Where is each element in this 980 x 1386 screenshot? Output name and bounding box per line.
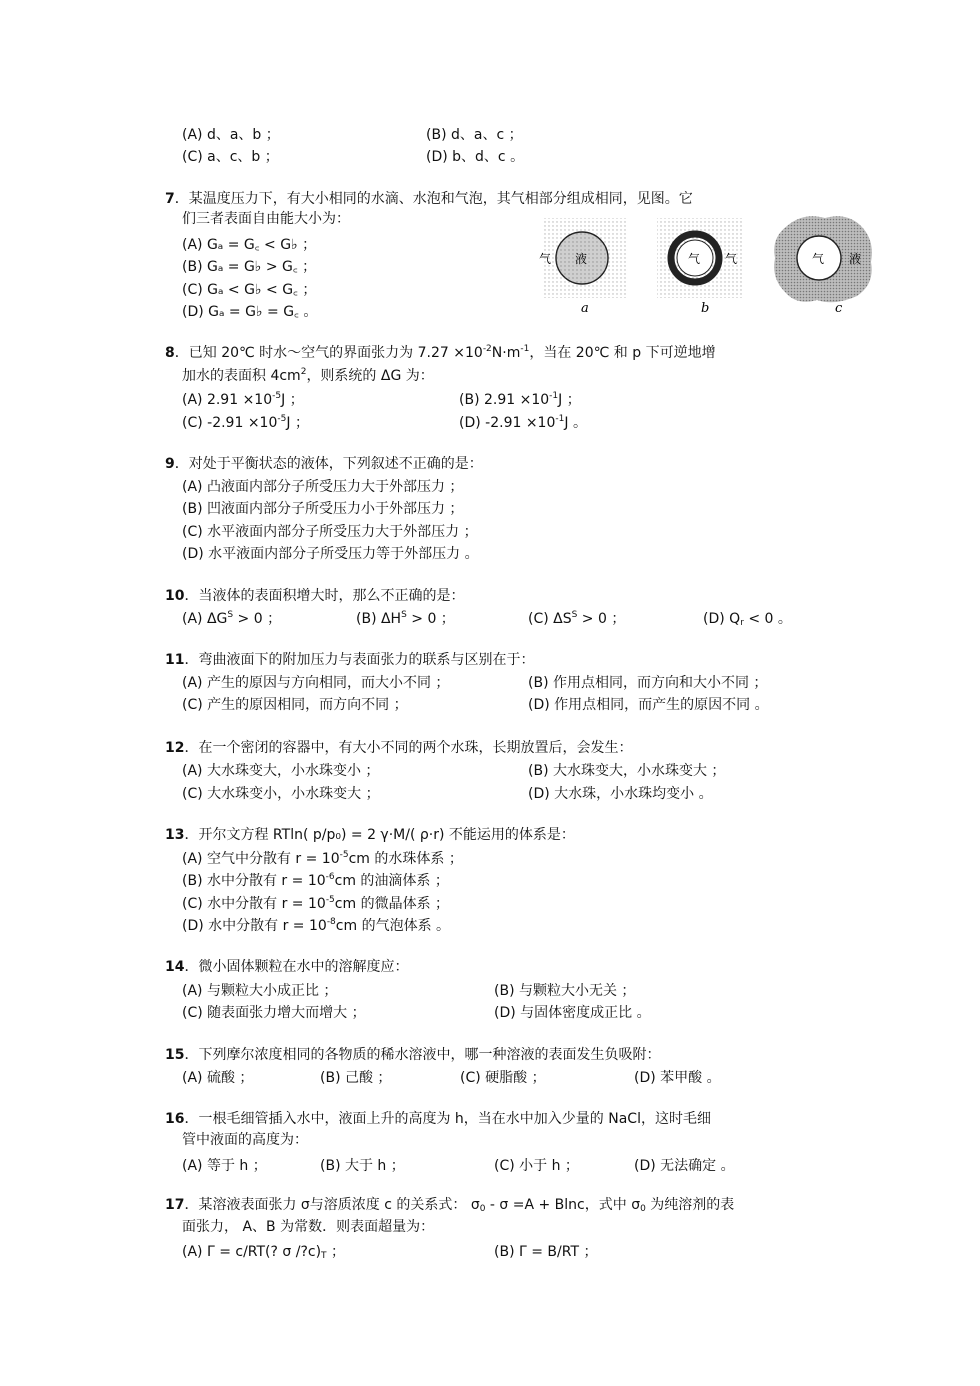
q13-optA-sup: -5 [339,850,349,860]
q13-optB-a: (B) 水中分散有 r = 10 [182,873,326,889]
q16-option-c: (C) 小于 h ； [494,1158,579,1174]
q12-stem-text: ．在一个密闭的容器中，有大小不同的两个水珠，长期放置后，会发生： [184,740,633,756]
q17-stem-a: ．某溶液表面张力 σ与溶质浓度 c 的关系式： σ [184,1197,480,1213]
q10-option-c [528,610,625,628]
q8-optC-b: J ； [286,415,309,431]
q13-number: 13 [165,827,185,843]
q11-option-d: (D) 作用点相同，而产生的原因不同 。 [528,697,769,713]
q11-option-b: (B) 作用点相同，而方向和大小不同 ； [528,675,768,691]
q14-option-a: (A) 与颗粒大小成正比 ； [182,983,338,999]
figure-b-gas-outside-label: 气 [725,252,738,266]
q10-optD-sub: r [740,618,744,628]
q8-optA-a: (A) 2.91 ×10 [182,392,273,408]
q8-stem-b: N·m [491,345,521,361]
q8-optB-b: J ； [558,392,581,408]
q10-optC-sup: S [571,610,578,620]
figure-a-caption: a [581,301,589,316]
figure-c-caption: c [835,301,843,316]
q16-option-d: (D) 无法确定 。 [634,1158,735,1174]
q13-option-b [182,872,449,890]
q11-stem-text: ．弯曲液面下的附加压力与表面张力的联系与区别在于： [184,652,535,668]
q13-optC-a: (C) 水中分散有 r = 10 [182,896,326,912]
q6-option-c: (C) a、c、b ； [182,149,279,165]
q10-stem [165,587,464,605]
q16-stem-line-1 [165,1110,711,1128]
figure-b-gas-inside-label: 气 [688,252,701,266]
q7-option-b: (B) Gₐ = G♭ > G꜀ ； [182,259,317,275]
q13-optB-b: cm 的油滴体系 ； [334,873,449,889]
q13-optD-a: (D) 水中分散有 r = 10 [182,918,327,934]
q7-option-a: (A) Gₐ = G꜀ < G♭ ； [182,237,317,253]
q13-optD-sup: -8 [326,917,336,927]
q13-optD-b: cm 的气泡体系 。 [335,918,451,934]
q7-stem-line-1 [165,190,693,208]
q8-stem-sup-2: -1 [520,344,530,354]
q8-stem-sup-1: -2 [482,344,492,354]
q8-stem-a: ．已知 20℃ 时水～空气的界面张力为 7.27 ×10 [174,345,483,361]
q10-optD-b: < 0 。 [743,611,792,627]
q15-stem-text: ．下列摩尔浓度相同的各物质的稀水溶液中，哪一种溶液的表面发生负吸附： [184,1047,661,1063]
q8-stem-line-2 [182,367,434,385]
q13-optC-b: cm 的微晶体系 ； [334,896,450,912]
figure-panel-b [657,218,743,316]
q16-stem-text-1: ．一根毛细管插入水中，液面上升的高度为 h，当在水中加入少量的 NaCl，这时毛细 [184,1111,711,1127]
q8-optC-sup: -5 [277,414,287,424]
q14-option-b: (B) 与颗粒大小无关 ； [494,983,636,999]
q12-option-c: (C) 大水珠变小，小水珠变大 ； [182,786,380,802]
q15-option-d: (D) 苯甲酸 。 [634,1070,721,1086]
figure-a-gas-label: 气 [539,252,552,266]
q11-option-c: (C) 产生的原因相同，而方向不同 ； [182,697,408,713]
q14-stem-text: ．微小固体颗粒在水中的溶解度应： [184,959,409,975]
q7-stem-text-1: ．某温度压力下，有大小相同的水滴、水泡和气泡，其气相部分组成相同，见图。它 [174,191,693,207]
figure-panel-c [774,216,872,316]
q10-number: 10 [165,588,185,604]
q8-optD-a: (D) -2.91 ×10 [459,415,556,431]
q7-option-c: (C) Gₐ < G♭ < G꜀ ； [182,282,317,298]
q15-option-c: (C) 硬脂酸 ； [460,1070,546,1086]
q8-option-c [182,414,309,432]
q12-number: 12 [165,740,185,756]
q7-option-d: (D) Gₐ = G♭ = G꜀ 。 [182,304,318,320]
q17-optA-sub: T [321,1251,327,1261]
q9-option-b: (B) 凹液面内部分子所受压力小于外部压力 ； [182,501,464,517]
q15-option-a: (A) 硫酸 ； [182,1070,254,1086]
q17-stem-sub-2: 0 [640,1204,646,1214]
q13-optA-b: cm 的水珠体系 ； [348,851,463,867]
q14-option-c: (C) 随表面张力增大而增大 ； [182,1005,366,1021]
q9-number: 9 [165,456,175,472]
figure-b-caption: b [701,301,710,316]
figure-c-liquid-label: 液 [849,252,862,266]
q13-option-d [182,917,450,935]
q8-optA-sup: -5 [272,391,282,401]
q8-stem2-b: ，则系统的 ΔG 为： [306,368,434,384]
q9-option-d: (D) 水平液面内部分子所受压力等于外部压力 。 [182,546,479,562]
q16-number: 16 [165,1111,185,1127]
q17-optA-a: (A) Γ = c/RT(? σ /?c) [182,1244,322,1260]
q10-optA-b: > 0 ； [233,611,282,627]
q14-number: 14 [165,959,185,975]
q13-stem [165,826,575,844]
q8-stem-line-1 [165,344,716,362]
q10-optB-sup: S [401,610,407,620]
q13-optB-sup: -6 [325,872,335,882]
q17-stem-line-1 [165,1196,734,1214]
q6-option-b: (B) d、a、c ； [426,127,523,143]
q7-stem-line-2: 们三者表面自由能大小为： [182,211,350,227]
q12-stem [165,739,632,757]
q16-option-a: (A) 等于 h ； [182,1158,267,1174]
figure-c-gas-label: 气 [812,252,825,266]
q10-option-b [356,610,455,628]
q9-option-c: (C) 水平液面内部分子所受压力大于外部压力 ； [182,524,478,540]
q8-stem-c: ，当在 20℃ 和 p 下可逆地增 [529,345,716,361]
q9-option-a: (A) 凸液面内部分子所受压力大于外部压力 ； [182,479,464,495]
q17-option-a [182,1243,345,1261]
q17-stem-c: 为纯溶剂的表 [645,1197,735,1213]
q7-number: 7 [165,191,175,207]
q10-option-a [182,610,281,628]
q12-option-a: (A) 大水珠变大，小水珠变小 ； [182,763,380,779]
q11-stem [165,651,534,669]
q9-stem-text: ．对处于平衡状态的液体，下列叙述不正确的是： [174,456,483,472]
q15-number: 15 [165,1047,185,1063]
q10-optC-b: > 0 ； [577,611,626,627]
q9-stem [165,455,483,473]
q13-option-a [182,850,463,868]
q14-stem [165,958,408,976]
q13-optC-sup: -5 [325,895,335,905]
q16-stem-line-2: 管中液面的高度为： [182,1132,308,1148]
q8-stem2-a: 加水的表面积 4cm [182,368,301,384]
q14-option-d: (D) 与固体密度成正比 。 [494,1005,651,1021]
q15-stem [165,1046,660,1064]
q17-stem-line-2: 面张力， A、B 为常数．则表面超量为： [182,1219,435,1235]
q17-optA-b: ； [326,1244,345,1260]
q10-optB-b: > 0 ； [406,611,455,627]
q16-option-b: (B) 大于 h ； [320,1158,405,1174]
q8-optA-b: J ； [281,392,304,408]
q8-optD-b: J 。 [564,415,587,431]
q17-stem-b: - σ =A + Blnc，式中 σ [485,1197,641,1213]
q13-stem-text: ．开尔文方程 RTln( p/p₀) = 2 γ·M/( ρ·r) 不能运用的体系是： [184,827,575,843]
q10-optD-a: (D) Q [703,611,741,627]
q6-option-a: (A) d、a、b ； [182,127,280,143]
figure-a-liquid-label: 液 [575,252,588,266]
q10-stem-text: ．当液体的表面积增大时，那么不正确的是： [184,588,465,604]
q13-option-c [182,895,449,913]
q8-optD-sup: -1 [555,414,565,424]
q8-optB-sup: -1 [549,391,559,401]
q13-optA-a: (A) 空气中分散有 r = 10 [182,851,340,867]
q10-optA-a: (A) ΔG [182,611,228,627]
q8-optC-a: (C) -2.91 ×10 [182,415,278,431]
figure-panel-a [539,218,627,316]
q10-option-d [703,610,792,628]
q8-option-b [459,391,581,409]
q17-option-b: (B) Γ = B/RT ； [494,1244,598,1260]
q10-optB-a: (B) ΔH [356,611,402,627]
q8-number: 8 [165,345,175,361]
q12-option-b: (B) 大水珠变大，小水珠变大 ； [528,763,726,779]
q7-figure [535,212,875,320]
q15-option-b: (B) 己酸 ； [320,1070,392,1086]
q8-optB-a: (B) 2.91 ×10 [459,392,550,408]
q10-optA-sup: S [227,610,234,620]
q11-number: 11 [165,652,185,668]
q10-optC-a: (C) ΔS [528,611,572,627]
q8-stem2-sup: 2 [300,367,307,377]
q8-option-a [182,391,304,409]
q6-option-d: (D) b、d、c 。 [426,149,525,165]
q17-stem-sub-1: 0 [479,1204,486,1214]
q8-option-d [459,414,587,432]
q11-option-a: (A) 产生的原因与方向相同，而大小不同 ； [182,675,450,691]
q12-option-d: (D) 大水珠，小水珠均变小 。 [528,786,713,802]
q17-number: 17 [165,1197,185,1213]
